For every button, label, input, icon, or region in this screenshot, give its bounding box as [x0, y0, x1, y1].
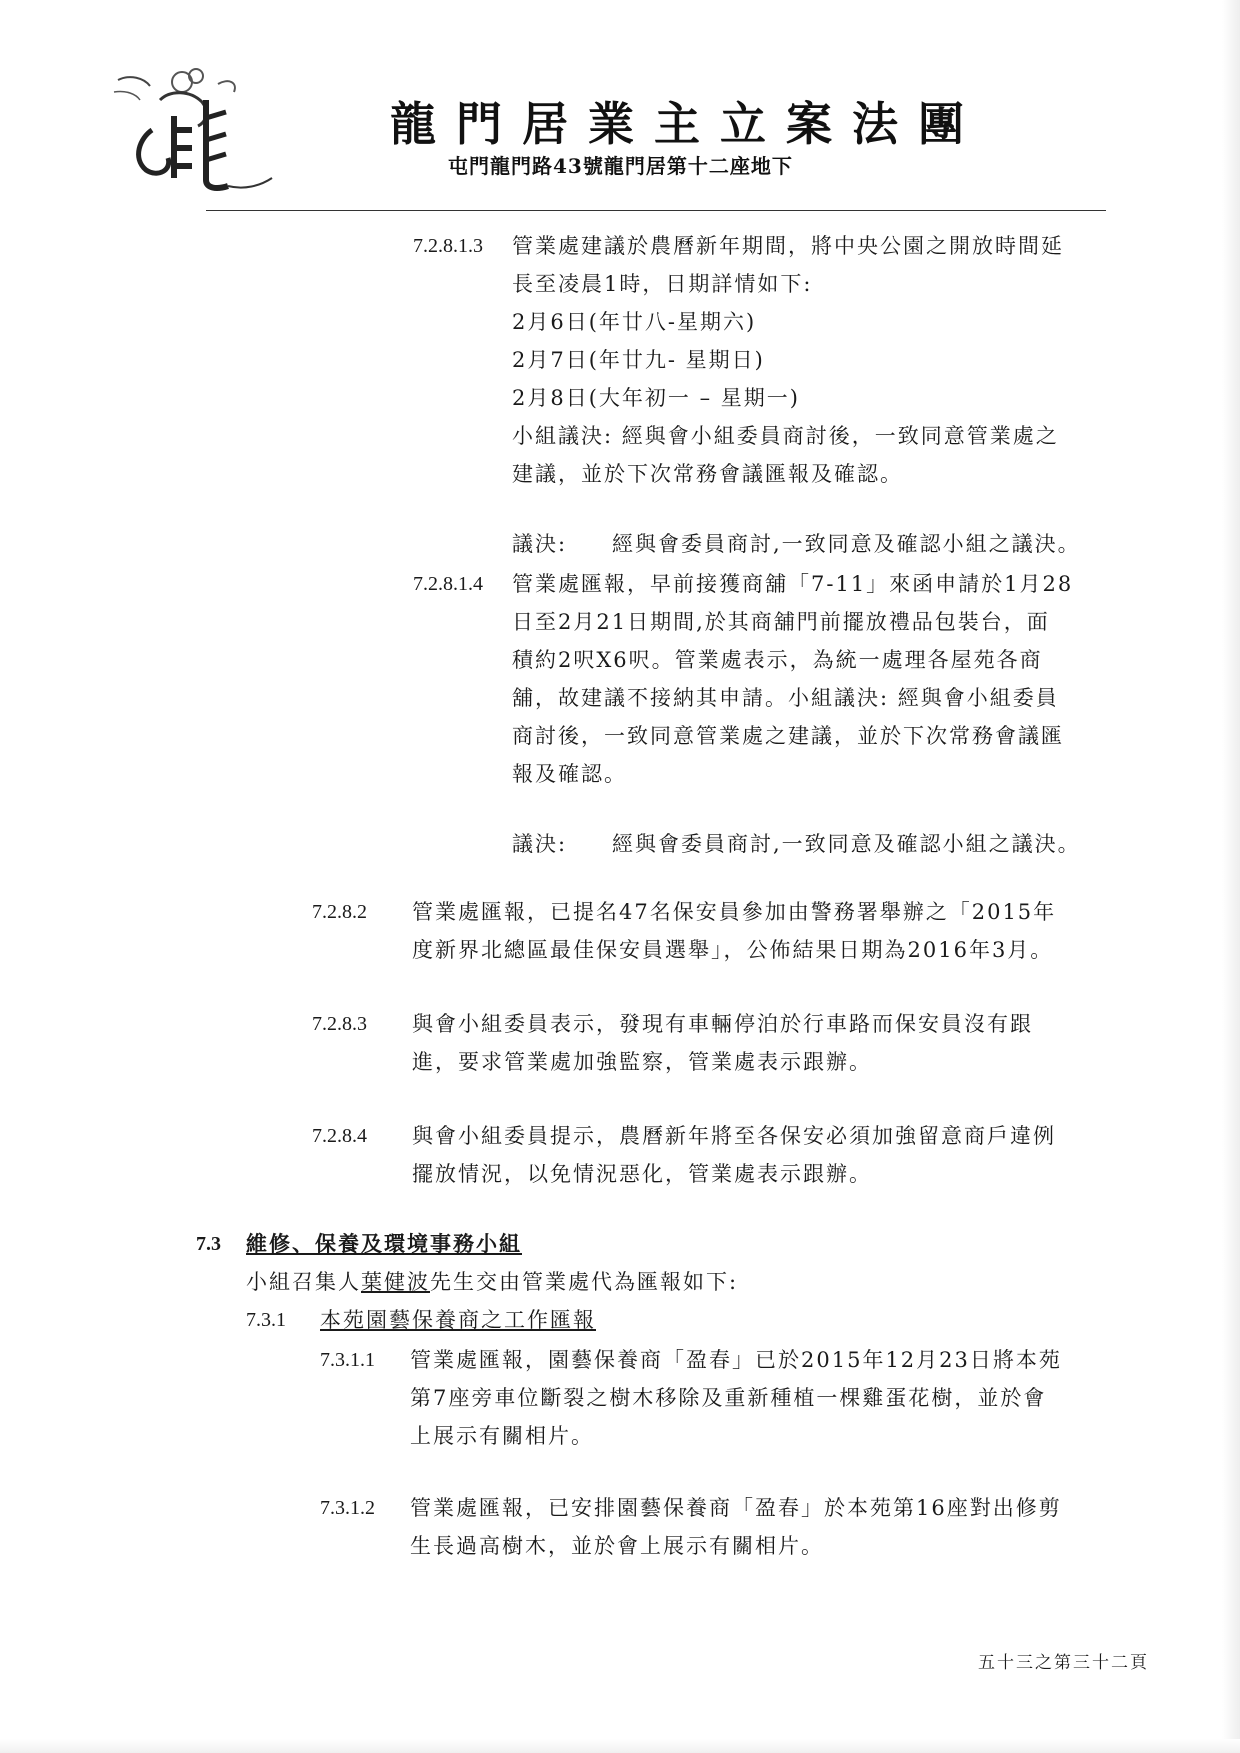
item-text-line: 上展示有關相片。 — [410, 1424, 594, 1448]
item-text-line: 管業處匯報，已安排園藝保養商「盈春」於本苑第16座對出修剪 — [410, 1496, 1062, 1520]
item-number: 7.2.8.1.3 — [413, 235, 483, 257]
page-number: 五十三之第三十二頁 — [978, 1653, 1149, 1673]
item-text-line: 與會小組委員提示，農曆新年將至各保安必須加強留意商戶違例 — [412, 1124, 1056, 1148]
item-text-line: 長至凌晨1時，日期詳情如下: — [512, 272, 813, 296]
item-text-line: 第7座旁車位斷裂之樹木移除及重新種植一棵雞蛋花樹，並於會 — [410, 1386, 1047, 1410]
scan-bottom-shadow — [0, 1739, 1240, 1753]
intro-text: 小組召集人 — [246, 1270, 361, 1294]
resolution-label: 議決: — [512, 832, 568, 856]
dragon-logo-icon — [110, 60, 285, 195]
item-text-line: 積約2呎X6呎。管業處表示，為統一處理各屋苑各商 — [512, 648, 1043, 672]
item-text-line: 商討後，一致同意管業處之建議，並於下次常務會議匯 — [512, 724, 1064, 748]
item-text-line: 擺放情況，以免情況惡化，管業處表示跟辦。 — [412, 1162, 872, 1186]
item-text-line: 管業處匯報，已提名47名保安員參加由警務署舉辦之「2015年 — [412, 900, 1057, 924]
item-number: 7.2.8.2 — [312, 901, 367, 923]
item-text-line: 與會小組委員表示，發現有車輛停泊於行車路而保安員沒有跟 — [412, 1012, 1033, 1036]
item-number: 7.2.8.4 — [312, 1125, 367, 1147]
item-text-line: 舖，故建議不接納其申請。小組議決: 經與會小組委員 — [512, 686, 1059, 710]
org-name: 龍門居業主立案法團 — [390, 97, 984, 151]
resolution-label: 議決: — [512, 532, 568, 556]
item-text-line: 生長過高樹木，並於會上展示有關相片。 — [410, 1534, 824, 1558]
item-number: 7.3.1.1 — [320, 1349, 375, 1371]
item-text-line: 2月6日(年廿八-星期六) — [512, 310, 757, 334]
convener-name: 葉健波 — [361, 1270, 430, 1294]
section-intro — [246, 1268, 738, 1296]
subsection-title: 本苑園藝保養商之工作匯報 — [320, 1308, 596, 1332]
resolution-text: 經與會委員商討,一致同意及確認小組之議決。 — [612, 532, 1081, 556]
subsection-number: 7.3.1 — [246, 1309, 286, 1331]
item-text-line: 報及確認。 — [512, 762, 627, 786]
resolution-text: 經與會委員商討,一致同意及確認小組之議決。 — [612, 832, 1081, 856]
item-text-line: 管業處建議於農曆新年期間，將中央公園之開放時間延 — [512, 234, 1064, 258]
item-text-line: 建議，並於下次常務會議匯報及確認。 — [512, 462, 903, 486]
item-text-line: 管業處匯報，園藝保養商「盈春」已於2015年12月23日將本苑 — [410, 1348, 1062, 1372]
item-text-line: 日至2月21日期間,於其商舖門前擺放禮品包裝台，面 — [512, 610, 1050, 634]
item-text-line: 2月8日(大年初一 – 星期一) — [512, 386, 800, 410]
item-number: 7.2.8.3 — [312, 1013, 367, 1035]
item-text-line: 小組議決: 經與會小組委員商討後，一致同意管業處之 — [512, 424, 1059, 448]
section-number: 7.3 — [196, 1233, 221, 1255]
item-number: 7.3.1.2 — [320, 1497, 375, 1519]
item-number: 7.2.8.1.4 — [413, 573, 483, 595]
header-divider — [206, 210, 1106, 211]
item-text-line: 度新界北總區最佳保安員選舉」，公佈結果日期為2016年3月。 — [412, 938, 1054, 962]
org-address: 屯門龍門路43號龍門居第十二座地下 — [448, 154, 793, 178]
item-text-line: 2月7日(年廿九- 星期日) — [512, 348, 765, 372]
item-text-line: 進，要求管業處加強監察，管業處表示跟辦。 — [412, 1050, 872, 1074]
scan-edge-shadow — [1222, 0, 1240, 1753]
section-title: 維修、保養及環境事務小組 — [246, 1231, 522, 1256]
item-text-line: 管業處匯報，早前接獲商舖「7-11」來函申請於1月28 — [512, 572, 1074, 596]
intro-text: 先生交由管業處代為匯報如下: — [430, 1270, 739, 1294]
